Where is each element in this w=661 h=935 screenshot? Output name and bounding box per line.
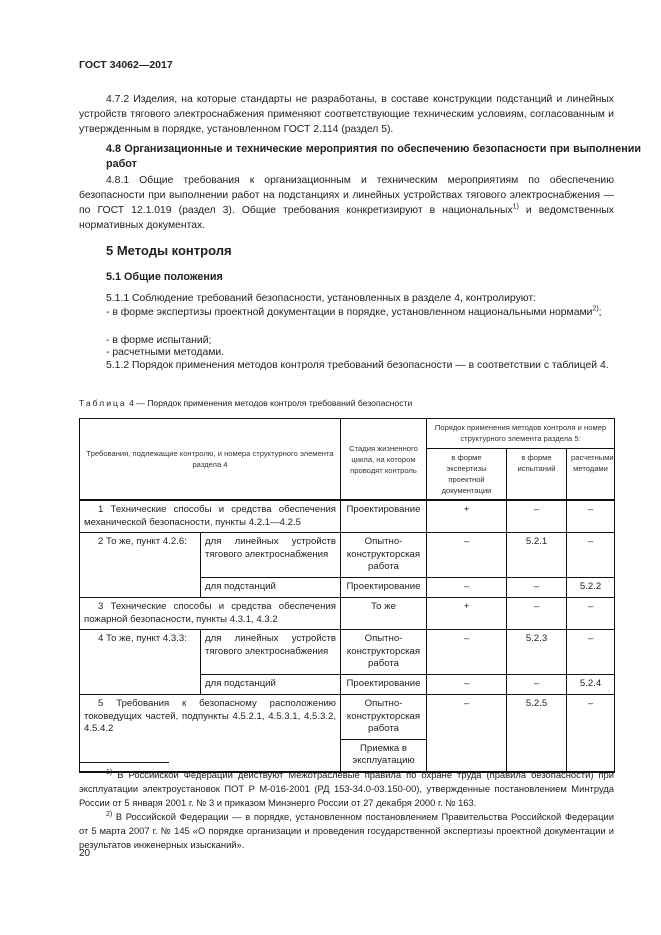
row-subrequirement: для подстанций	[201, 578, 341, 598]
footnote-text: В Российской Федерации действуют Межотраслевые правила по охране труда (правила безопасности) при эксплуатации электроустановок ПОТ Р М-016-2001 (РД 153-34.0-03.150-00), утвержденные постановлением Минтруда России от 5 января 2001 г. № 3 и приказом Минэнерго России от 27 декабря 2000 г. № 163.	[79, 769, 614, 808]
header-tests: в форме испытаний	[507, 449, 567, 501]
row-tests: –	[507, 675, 567, 695]
row-expertise: –	[427, 630, 507, 675]
table-row	[80, 630, 615, 675]
footnote-text: В Российской Федерации — в порядке, установленном постановлением Правительства Российской Федерации от 5 марта 2007 г. № 145 «О порядке организации и проведения государственной экспертизы проектной документации и результатов инженерных изысканий».	[79, 811, 614, 850]
paragraph-5-1-2: 5.1.2 Порядок применения методов контроля требований безопасности — в соответствии с таблицей 4.	[106, 360, 609, 371]
row-calc: 5.2.2	[567, 578, 615, 598]
row-tests: 5.2.1	[507, 533, 567, 578]
table-caption-label: Таблица	[79, 398, 127, 408]
row-requirement: 3 Технические способы и средства обеспечения пожарной безопасности, пункты 4.3.1, 4.3.2	[80, 598, 341, 630]
row-subrequirement: для линейных устройств тягового электроснабжения	[201, 533, 341, 578]
row-stage: То же	[341, 598, 427, 630]
methods-table	[79, 418, 615, 773]
row-stage: Проектирование	[341, 500, 427, 533]
header-requirements: Требования, подлежащие контролю, и номера структурного элемента раздела 4	[80, 419, 341, 501]
footnote-mark: 2)	[106, 810, 113, 818]
table-caption	[79, 398, 412, 408]
row-expertise: –	[427, 533, 507, 578]
row-tests: –	[507, 578, 567, 598]
list-item-calc: - расчетными методами.	[106, 347, 225, 358]
paragraph-5-1-1: 5.1.1 Соблюдение требований безопасности, установленных в разделе 4, контролируют:	[106, 293, 536, 304]
row-requirement: 4 То же, пункт 4.3.3:	[80, 630, 201, 695]
heading-4-8: 4.8 Организационные и технические мероприятия по обеспечению безопасности при выполнении работ	[106, 143, 641, 170]
p481-text: 4.8.1 Общие требования к организационным и техническим мероприятиям по обеспечению безопасности при выполнении работ на подстанциях и линейных устройствах тягового электроснабжения — по ГОСТ 12.1.019 (раздел 3). Общие требования конкретизируют в национальных	[79, 175, 614, 216]
header-methods: Порядок применения методов контроля и номер структурного элемента раздела 5:	[427, 419, 615, 449]
footnote-1	[79, 768, 614, 810]
header-expertise: в форме экспертизы проектной документации	[427, 449, 507, 501]
row-stage: Опытно-конструкторская работа	[341, 533, 427, 578]
row-expertise: +	[427, 500, 507, 533]
footnote-divider	[79, 762, 169, 763]
table-row	[80, 500, 615, 533]
list-item-expertise	[79, 305, 614, 320]
row-calc: –	[567, 630, 615, 675]
p481-text-end: и ведомственных нормативных документах.	[79, 205, 614, 231]
paragraph-4-7-2: 4.7.2 Изделия, на которые стандарты не разработаны, в составе конструкции подстанций и линейных устройств тягового электроснабжения применяют соответствующие техническим условиям, согласованным и утвержденным в порядке, установленном ГОСТ 2.114 (раздел 5).	[79, 94, 614, 135]
heading-5: 5 Методы контроля	[106, 243, 232, 258]
footnote-mark: 1)	[106, 768, 113, 776]
row-tests: 5.2.5	[507, 695, 567, 772]
table-row	[80, 533, 615, 578]
row-calc: –	[567, 598, 615, 630]
table-caption-text: 4 — Порядок применения методов контроля требований безопасности	[126, 398, 413, 408]
footnote-ref-2: 2)	[592, 305, 599, 313]
row-calc: 5.2.4	[567, 675, 615, 695]
paragraph-4-8-1	[79, 173, 614, 233]
row-stage: Опытно-конструкторская работа	[341, 630, 427, 675]
table-row	[80, 598, 615, 630]
row-calc: –	[567, 533, 615, 578]
row-stage: Проектирование	[341, 578, 427, 598]
row-calc: –	[567, 695, 615, 772]
row-requirement: 5 Требования к безопасному расположению токоведущих частей, подпункты 4.5.2.1, 4.5.3.1, 4.5.3.2, 4.5.4.2	[80, 695, 341, 772]
row-calc: –	[567, 500, 615, 533]
row-stage: Опытно-конструкторская работа	[341, 695, 427, 740]
row-tests: –	[507, 500, 567, 533]
row-expertise: –	[427, 695, 507, 772]
heading-5-1: 5.1 Общие положения	[106, 271, 223, 283]
row-stage-2: Приемка в эксплуатацию	[341, 739, 427, 772]
row-tests: 5.2.3	[507, 630, 567, 675]
footnote-ref-1: 1)	[512, 203, 519, 211]
row-expertise: +	[427, 598, 507, 630]
table-row	[80, 695, 615, 740]
page-number: 20	[79, 848, 91, 859]
row-stage: Проектирование	[341, 675, 427, 695]
row-subrequirement: для линейных устройств тягового электроснабжения	[201, 630, 341, 675]
row-expertise: –	[427, 578, 507, 598]
list-item-punct: ;	[598, 307, 602, 318]
header-stage: Стадия жизненного цикла, на котором проводят контроль	[341, 419, 427, 501]
document-header: ГОСТ 34062—2017	[79, 59, 173, 71]
list-item-text: - в форме экспертизы проектной документации в порядке, установленном национальными нормами	[106, 307, 593, 318]
list-item-tests: - в форме испытаний;	[106, 335, 212, 346]
row-subrequirement: для подстанций	[201, 675, 341, 695]
header-calc: расчетными методами	[567, 449, 615, 501]
footnote-2	[79, 810, 614, 852]
row-requirement: 2 То же, пункт 4.2.6:	[80, 533, 201, 598]
row-expertise: –	[427, 675, 507, 695]
row-requirement: 1 Технические способы и средства обеспечения механической безопасности, пункты 4.2.1—4.2.5	[80, 500, 341, 533]
row-tests: –	[507, 598, 567, 630]
